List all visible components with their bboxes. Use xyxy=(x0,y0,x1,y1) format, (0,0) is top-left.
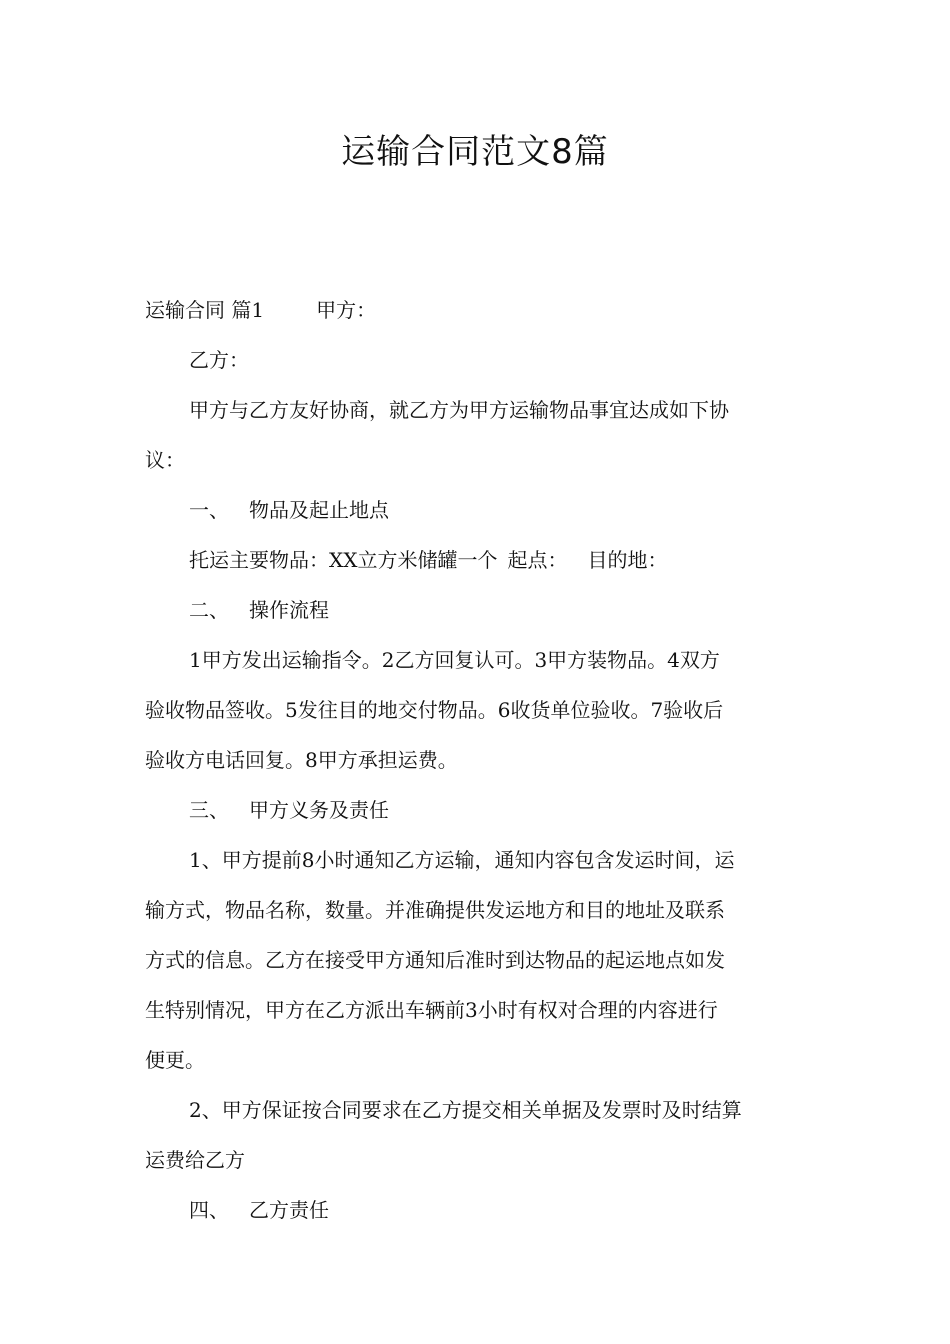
contract-heading: 运输合同 篇1 xyxy=(145,298,265,322)
section-heading xyxy=(145,785,807,835)
section-number: 四、 xyxy=(189,1198,229,1222)
section-number: 一、 xyxy=(189,498,229,522)
section-title: 甲方义务及责任 xyxy=(249,798,389,822)
section-title: 乙方责任 xyxy=(249,1198,329,1222)
origin-label: 起点： xyxy=(507,548,568,572)
section-number: 三、 xyxy=(189,798,229,822)
text-line xyxy=(145,285,807,335)
paragraph-line: 2、甲方保证按合同要求在乙方提交相关单据及发票时及时结算 xyxy=(189,1098,742,1122)
party-a-label: 甲方： xyxy=(316,298,377,322)
paragraph-line: 输方式，物品名称，数量。并准确提供发运地方和目的地址及联系 xyxy=(145,898,725,922)
document-body xyxy=(145,285,807,1235)
paragraph-line: 生特别情况，甲方在乙方派出车辆前3小时有权对合理的内容进行 xyxy=(145,998,718,1022)
document-title: 运输合同范文8篇 xyxy=(341,132,609,172)
paragraph-line: 运费给乙方 xyxy=(145,1148,245,1172)
paragraph-line: 1甲方发出运输指令。2乙方回复认可。3甲方装物品。4双方 xyxy=(189,648,720,672)
section-title: 操作流程 xyxy=(249,598,329,622)
party-b-label: 乙方： xyxy=(189,348,249,372)
paragraph-line: 甲方与乙方友好协商，就乙方为甲方运输物品事宜达成如下协 xyxy=(189,398,729,422)
section-heading xyxy=(145,485,807,535)
paragraph-line: 验收物品签收。5发往目的地交付物品。6收货单位验收。7验收后 xyxy=(145,698,724,722)
paragraph-line: 便更。 xyxy=(145,1048,205,1072)
paragraph-line: 验收方电话回复。8甲方承担运费。 xyxy=(145,748,458,772)
paragraph-line: 1、甲方提前8小时通知乙方运输，通知内容包含发运时间，运 xyxy=(189,848,735,872)
destination-label: 目的地： xyxy=(587,548,668,572)
section-heading xyxy=(145,585,807,635)
section-title: 物品及起止地点 xyxy=(249,498,389,522)
goods-text: 托运主要物品：XX立方米储罐一个 xyxy=(189,548,498,572)
paragraph-line xyxy=(145,535,807,585)
section-number: 二、 xyxy=(189,598,229,622)
section-heading xyxy=(145,1185,807,1235)
paragraph-line: 议： xyxy=(145,448,185,472)
paragraph-line: 方式的信息。乙方在接受甲方通知后准时到达物品的起运地点如发 xyxy=(145,948,725,972)
